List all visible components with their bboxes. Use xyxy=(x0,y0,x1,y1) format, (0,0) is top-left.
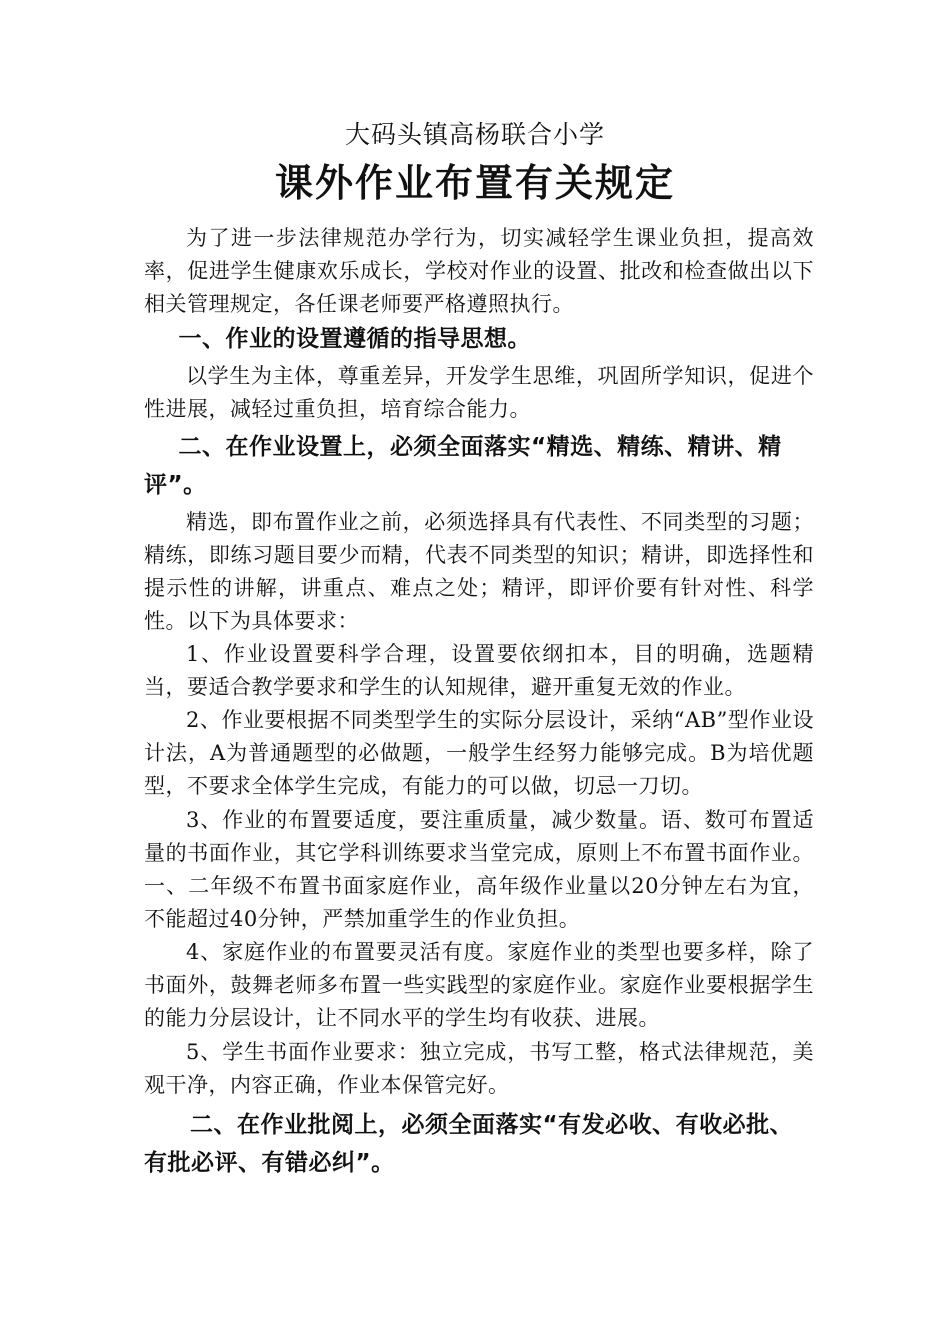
section-1-body: 以学生为主体，尊重差异，开发学生思维，巩固所学知识，促进个性进展，减轻过重负担，培育综合能力。 xyxy=(144,364,814,421)
requirement-item: 4、家庭作业的布置要灵活有度。家庭作业的类型也要多样，除了书面外，鼓舞老师多布置一些实践型的家庭作业。家庭作业要根据学生的能力分层设计，让不同水平的学生均有收获、进展。 xyxy=(144,940,814,1030)
intro-paragraph: 为了进一步法律规范办学行为，切实减轻学生课业负担，提高效率，促进学生健康欢乐成长，学校对作业的设置、批改和检查做出以下相关管理规定，各任课老师要严格遵照执行。 xyxy=(144,226,814,316)
section-2-body: 精选，即布置作业之前，必须选择具有代表性、不同类型的习题；精练，即练习题目要少而精，代表不同类型的知识；精讲，即选择性和提示性的讲解，讲重点、难点之处；精评，即评价要有针对性、科学性。以下为具体要求： xyxy=(144,510,814,633)
requirement-item: 2、作业要根据不同类型学生的实际分层设计，采纳“AB”型作业设计法，A为普通题型的必做题，一般学生经努力能够完成。B为培优题型，不要求全体学生完成，有能力的可以做，切忌一刀切。 xyxy=(144,708,814,798)
section-3-heading: 二、在作业批阅上，必须全面落实“有发必收、有收必批、有批必评、有错必纠”。 xyxy=(144,1112,794,1176)
section-2-heading: 二、在作业设置上，必须全面落实“精选、精练、精讲、精评”。 xyxy=(144,434,782,498)
document-title: 课外作业布置有关规定 xyxy=(274,160,675,205)
section-1-heading: 一、作业的设置遵循的指导思想。 xyxy=(178,326,531,352)
school-name: 大码头镇高杨联合小学 xyxy=(344,120,605,149)
requirement-item: 3、作业的布置要适度，要注重质量，减少数量。语、数可布置适量的书面作业，其它学科训练要求当堂完成，原则上不布置书面作业。一、二年级不布置书面家庭作业，高年级作业量以20分钟左右为宜，不能超过40分钟，严禁加重学生的作业负担。 xyxy=(144,808,814,931)
requirement-item: 5、学生书面作业要求：独立完成，书写工整，格式法律规范，美观干净，内容正确，作业本保管完好。 xyxy=(144,1040,814,1097)
requirement-item: 1、作业设置要科学合理，设置要依纲扣本，目的明确，选题精当，要适合教学要求和学生的认知规律，避开重复无效的作业。 xyxy=(144,642,814,699)
